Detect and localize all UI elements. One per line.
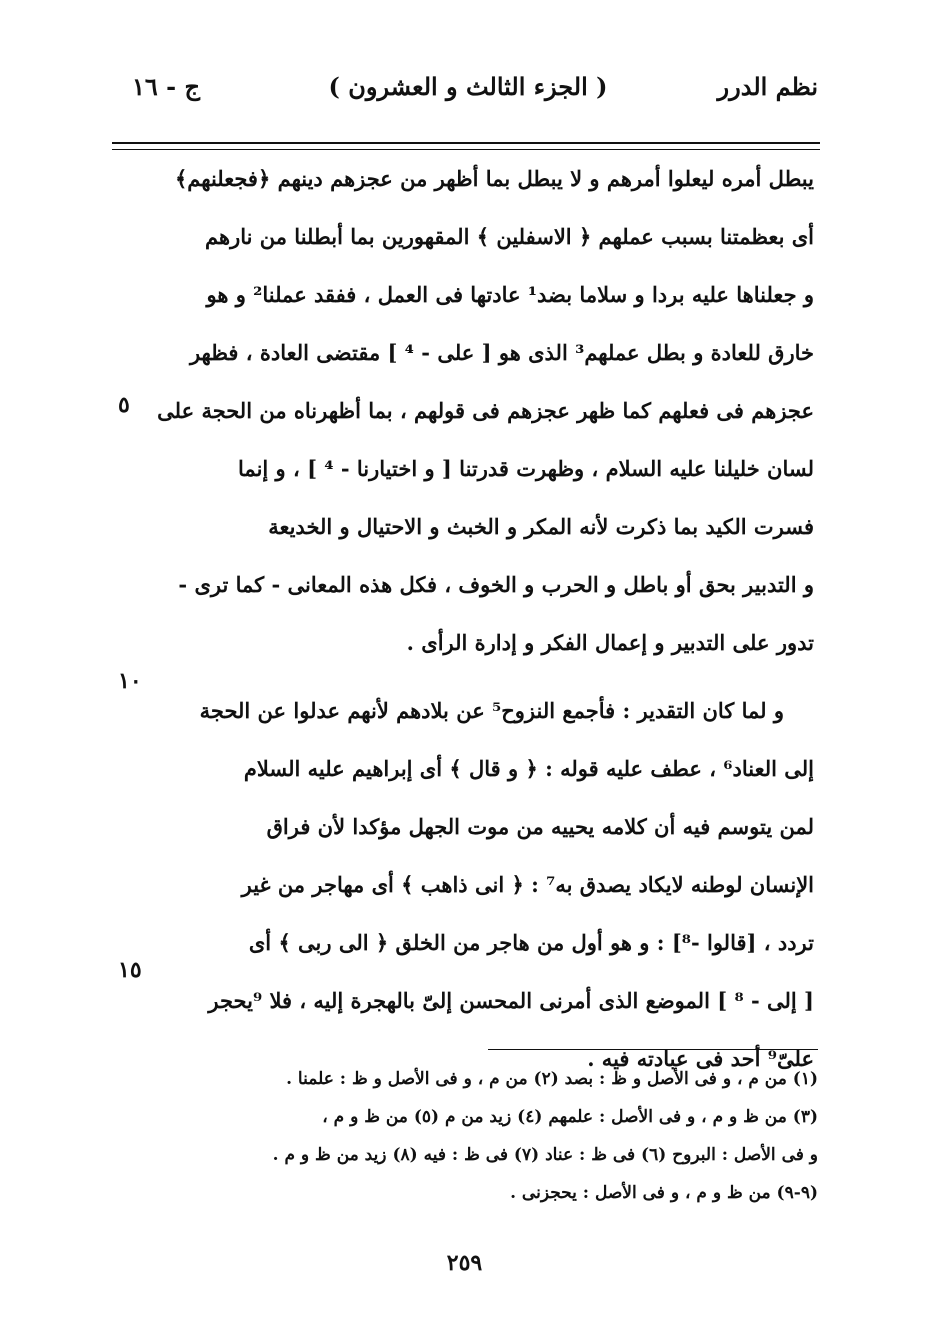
text-line: تردد ، [قالوا -⁸] : و هو أول من هاجر من الخلق ﴿ الى ربى ﴾ أى — [248, 930, 814, 955]
line-number-5: ٥ — [118, 392, 130, 418]
footnote-line: (٣) من ظ و م ، و فى الأصل : علمهم (٤) زيد من م (٥) من ظ و م ، — [322, 1107, 818, 1127]
part-title: ( الجزء الثالث و العشرون ) — [328, 72, 608, 101]
book-title: نظم الدرر — [717, 72, 818, 101]
text-line: لمن يتوسم فيه أن كلامه يحييه من موت الجهل مؤكدا لأن فراق — [266, 814, 814, 839]
text-line: فسرت الكيد بما ذكرت لأنه المكر و الخبث و الاحتيال و الخديعة — [268, 514, 814, 539]
text-line: [ إلى - ⁸ ] الموضع الذى أمرنى المحسن إلىّ بالهجرة إليه ، فلا ⁹يحجر — [208, 988, 814, 1013]
text-line: إلى العناد⁶ ، عطف عليه قوله : ﴿ و قال ﴾ أى إبراهيم عليه السلام — [243, 756, 814, 781]
volume-number: ج - ١٦ — [132, 72, 200, 101]
text-line: لسان خليلنا عليه السلام ، وظهرت قدرتنا [ و اختيارنا - ⁴ ] ، و إنما — [238, 456, 814, 481]
footnote-line: (٩-٩) من ظ و م ، و فى الأصل : يحجزنى . — [510, 1183, 818, 1203]
footnote-rule — [488, 1049, 818, 1050]
footnotes — [150, 1060, 818, 1212]
page-number: ٢٥٩ — [446, 1250, 483, 1276]
header-rule — [112, 142, 820, 150]
text-line: تدور على التدبير و إعمال الفكر و إدارة الرأى . — [406, 630, 814, 655]
text-line: و جعلناها عليه بردا و سلاما بضد¹ عادتها فى العمل ، ففقد عملنا² و هو — [206, 282, 814, 307]
footnote-line: (١) من م ، و فى الأصل و ظ : بصد (٢) من م ، و فى الأصل و ظ : علمنا . — [286, 1069, 818, 1089]
text-line: و لما كان التقدير : فأجمع النزوح⁵ عن بلادهم لأنهم عدلوا عن الحجة — [199, 698, 784, 723]
text-line: أى بعظمتنا بسبب عملهم ﴿ الاسفلين ﴾ المقهورين بما أبطلنا من نارهم — [205, 224, 814, 249]
text-line: خارق للعادة و بطل عملهم³ الذى هو [ على - ⁴ ] مقتضى العادة ، فظهر — [189, 340, 814, 365]
text-line: الإنسان لوطنه لايكاد يصدق به⁷ : ﴿ انى ذاهب ﴾ أى مهاجر من غير — [241, 872, 814, 897]
text-line: عجزهم فى فعلهم كما ظهر عجزهم فى قولهم ، بما أظهرناه من الحجة على — [157, 398, 814, 423]
main-text — [132, 150, 814, 1088]
text-line: يبطل أمره ليعلوا أمرهم و لا يبطل بما أظهر من عجزهم دينهم ﴿فجعلنهم﴾ — [175, 166, 814, 191]
line-number-10: ١٠ — [118, 668, 142, 694]
text-line: و التدبير بحق أو باطل و الحرب و الخوف ، فكل هذه المعانى - كما ترى - — [178, 572, 814, 597]
footnote-line: و فى الأصل : البروح (٦) فى ظ : عناد (٧) فى ظ : فيه (٨) زيد من ظ و م . — [272, 1145, 818, 1165]
line-number-15: ١٥ — [118, 957, 142, 983]
page-header — [118, 72, 818, 118]
text-line: علىّ⁹ أحد فى عبادته فيه . — [587, 1046, 814, 1071]
